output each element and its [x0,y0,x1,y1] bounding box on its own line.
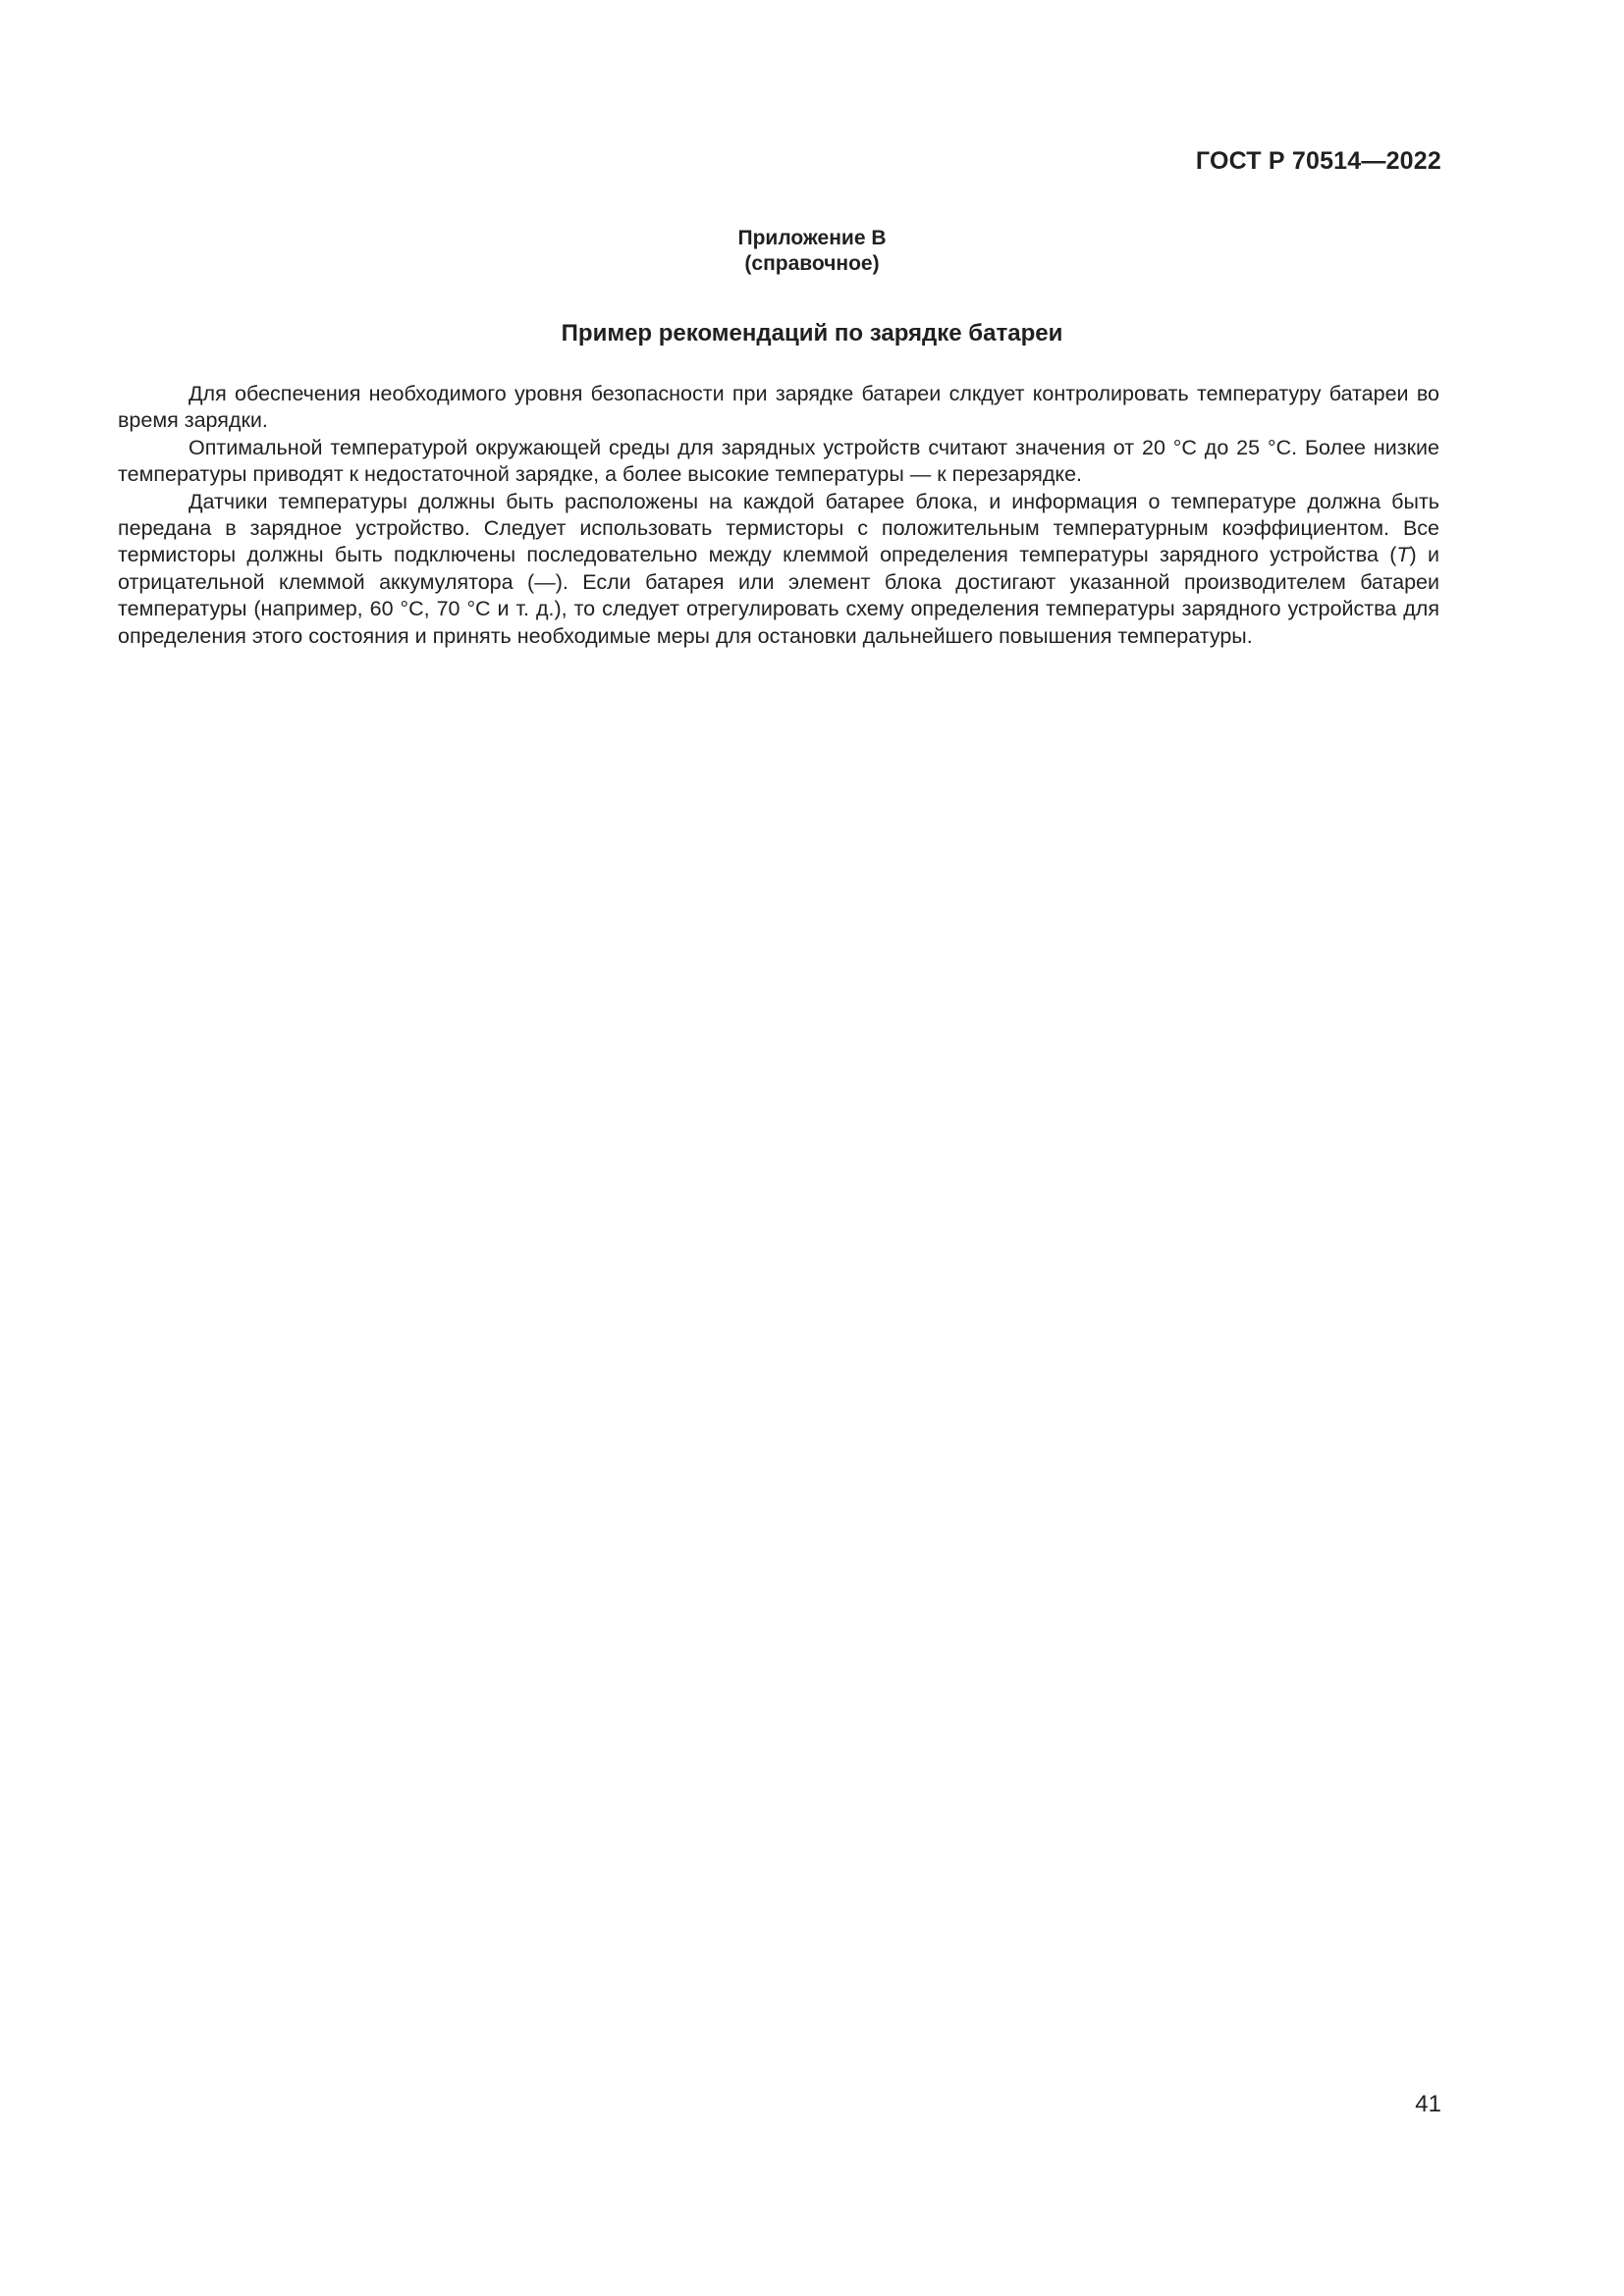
section-title: Пример рекомендаций по зарядке батареи [561,320,1063,347]
paragraph-3-text-a: Датчики температуры должны быть расположены на каждой батарее блока, и информация о температуре должна быть передана в зарядное устройство. Следует использовать термисторы с положительным температурным коэффициентом. Все термисторы должны быть подключены последовательно между клеммой определения температуры зарядного устройства ( [118,489,1439,567]
appendix-heading [0,226,1624,277]
terminal-symbol-t: T [1396,543,1410,567]
paragraph-1: Для обеспечения необходимого уровня безопасности при зарядке батареи слкдует контролировать температуру батареи во время зарядки. [118,382,1439,433]
paragraph-2: Оптимальной температурой окружающей среды для зарядных устройств считают значения от 20 °С до 25 °С. Более низкие температуры приводят к недостаточной зарядке, а более высокие температуры — к перезарядке. [118,435,1439,487]
page-number: 41 [1415,2091,1441,2117]
paragraph-3 [118,489,1439,650]
appendix-type: (справочное) [744,252,880,275]
document-standard-id: ГОСТ Р 70514—2022 [1195,147,1441,175]
appendix-label: Приложение В [737,227,887,249]
body-text [118,381,1439,650]
paragraph-3-text-b: ) и отрицательной клеммой аккумулятора (—). Если батарея или элемент блока достигают указанной производителем батареи температуры (например, 60 °С, 70 °С и т. д.), то следует отрегулировать схему определения температуры зарядного устройства для определения этого состояния и принять необходимые меры для остановки дальнейшего повышения температуры. [118,543,1439,648]
